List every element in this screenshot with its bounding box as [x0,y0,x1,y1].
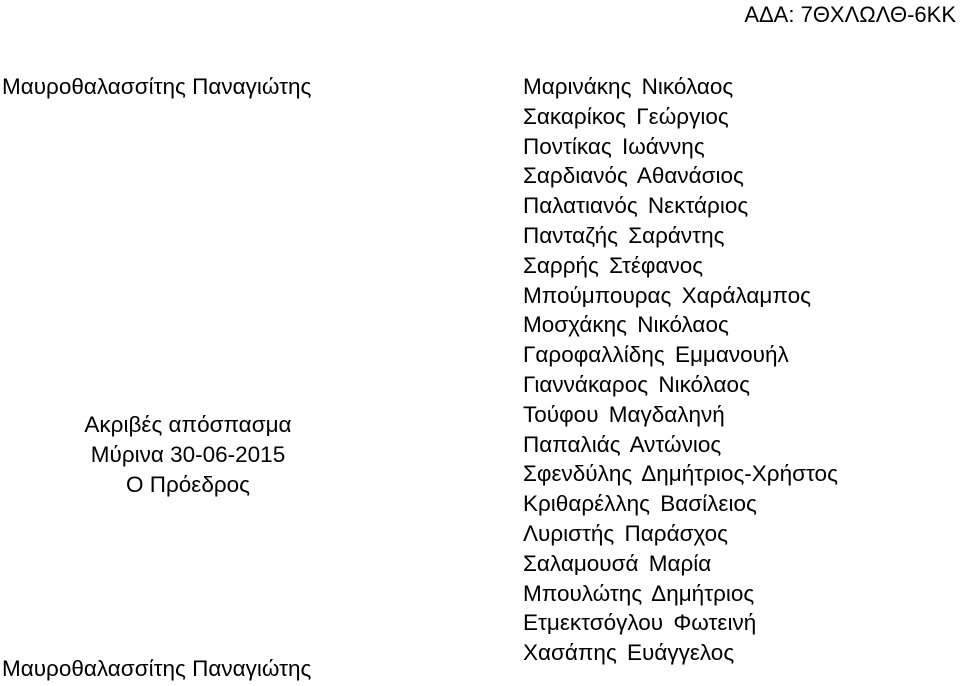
member-name: Μαρινάκης Νικόλαος [523,74,734,99]
member-name: Παλατιανός Νεκτάριος [523,193,749,219]
closing-block [0,410,376,499]
member-name: Κριθαρέλλης Βασίλειος [523,491,757,517]
member-name: Πανταζής Σαράντης [523,222,725,248]
member-name: Μπούμπουρας Χαράλαμπος [523,282,811,308]
member-name: Ποντίκας Ιωάννης [523,133,705,159]
member-name: Τούφου Μαγδαληνή [523,401,725,427]
president-name-top: Μαυροθαλασσίτης Παναγιώτης [2,74,312,99]
document-ada-code: ΑΔΑ: 7ΘΧΛΩΛΘ-6ΚΚ [744,2,956,27]
member-name: Σαλαμουσά Μαρία [523,550,712,576]
president-signature-name: Μαυροθαλασσίτης Παναγιώτης [2,656,312,681]
member-name: Παπαλιάς Αντώνιος [523,431,722,457]
accurate-extract-label: Ακριβές απόσπασμα [84,412,292,437]
president-title-label: Ο Πρόεδρος [125,471,251,497]
members-list [523,74,838,670]
member-name: Μπουλώτης Δημήτριος [523,580,755,606]
member-name: Λυριστής Παράσχος [523,520,729,546]
member-name: Σφενδύλης Δημήτριος-Χρήστος [523,461,838,487]
place-date-label: Μύρινα 30-06-2015 [90,441,286,467]
member-name: Μοσχάκης Νικόλαος [523,312,729,338]
member-name: Ετμεκτσόγλου Φωτεινή [523,610,757,636]
member-name: Σαρρής Στέφανος [523,252,704,278]
member-name: Χασάπης Ευάγγελος [523,640,735,666]
member-name: Γιαννάκαρος Νικόλαος [523,371,750,397]
member-name: Σαρδιανός Αθανάσιος [523,163,744,189]
member-name: Γαροφαλλίδης Εμμανουήλ [523,342,789,368]
member-name: Σακαρίκος Γεώργιος [523,103,729,129]
